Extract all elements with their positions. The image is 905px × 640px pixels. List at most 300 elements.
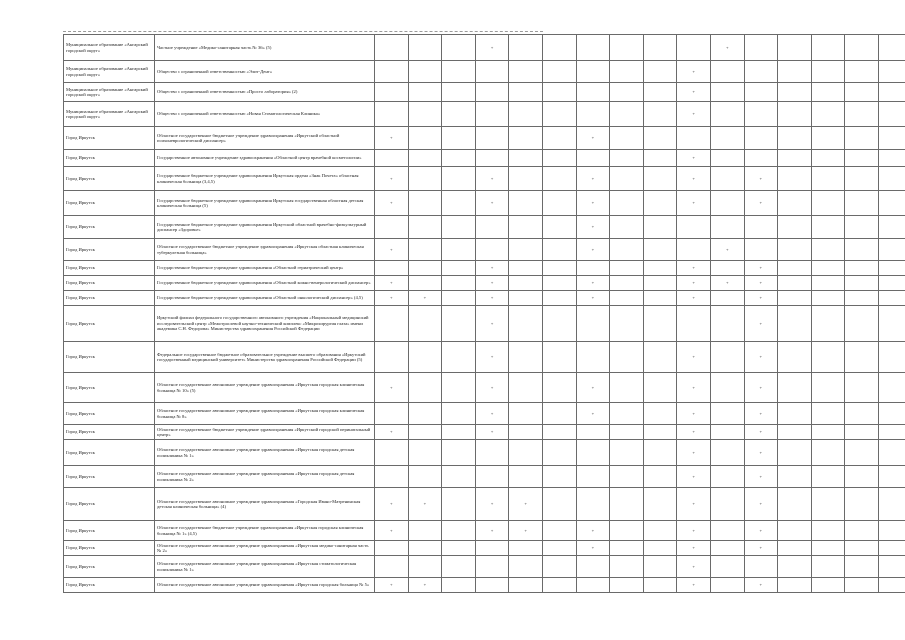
municipality-cell: Город Иркутск xyxy=(64,239,155,261)
mark-cell xyxy=(542,403,576,425)
mark-cell xyxy=(542,425,576,440)
mark-cell xyxy=(878,403,905,425)
mark-cell xyxy=(643,306,677,342)
organization-cell: Государственное бюджетное учреждение здравоохранения «Областной онкологический диспансер» (4,5) xyxy=(155,291,375,306)
mark-cell xyxy=(710,127,744,150)
mark-cell xyxy=(542,291,576,306)
mark-cell: + xyxy=(375,191,409,216)
mark-cell xyxy=(811,578,845,593)
mark-cell xyxy=(610,440,644,466)
mark-cell xyxy=(576,425,610,440)
mark-cell xyxy=(710,403,744,425)
mark-cell xyxy=(710,440,744,466)
mark-cell xyxy=(845,216,879,239)
mark-cell xyxy=(442,150,476,167)
mark-cell xyxy=(442,102,476,127)
mark-cell xyxy=(408,83,442,102)
mark-cell xyxy=(408,521,442,541)
mark-cell: + xyxy=(744,373,778,403)
mark-cell: + xyxy=(744,167,778,191)
table-row xyxy=(64,578,905,593)
table-row xyxy=(64,488,905,521)
mark-cell xyxy=(845,306,879,342)
mark-cell xyxy=(778,403,812,425)
mark-cell xyxy=(610,425,644,440)
mark-cell xyxy=(845,276,879,291)
mark-cell xyxy=(542,261,576,276)
mark-cell xyxy=(442,342,476,373)
mark-cell xyxy=(509,83,543,102)
municipality-cell: Город Иркутск xyxy=(64,440,155,466)
municipality-cell: Город Иркутск xyxy=(64,216,155,239)
mark-cell xyxy=(375,466,409,488)
mark-cell xyxy=(778,342,812,373)
mark-cell xyxy=(845,239,879,261)
organization-cell: Государственное автономное учреждение здравоохранения «Областной центр врачебной косметологии» xyxy=(155,150,375,167)
mark-cell xyxy=(442,488,476,521)
mark-cell xyxy=(610,291,644,306)
mark-cell xyxy=(375,403,409,425)
organization-cell: Федеральное государственное бюджетное образовательное учреждение высшего образования «Иркутский государственный медицинский университет» Министерства здравоохранения Российской Федерации (5) xyxy=(155,342,375,373)
mark-cell xyxy=(375,61,409,83)
municipality-cell: Муниципальное образование «Ангарский городской округ» xyxy=(64,35,155,61)
mark-cell xyxy=(576,83,610,102)
municipality-cell: Город Иркутск xyxy=(64,425,155,440)
mark-cell xyxy=(375,83,409,102)
table-row xyxy=(64,276,905,291)
mark-cell xyxy=(610,373,644,403)
mark-cell: + xyxy=(475,191,509,216)
mark-cell xyxy=(442,61,476,83)
mark-cell: + xyxy=(576,521,610,541)
mark-cell xyxy=(811,261,845,276)
mark-cell: + xyxy=(475,342,509,373)
mark-cell xyxy=(643,276,677,291)
mark-cell xyxy=(643,102,677,127)
mark-cell: + xyxy=(375,276,409,291)
mark-cell xyxy=(576,35,610,61)
mark-cell xyxy=(643,216,677,239)
mark-cell xyxy=(878,342,905,373)
mark-cell: + xyxy=(677,541,711,556)
mark-cell xyxy=(811,403,845,425)
mark-cell xyxy=(576,466,610,488)
mark-cell xyxy=(509,61,543,83)
mark-cell: + xyxy=(375,167,409,191)
mark-cell xyxy=(375,216,409,239)
mark-cell xyxy=(710,488,744,521)
mark-cell: + xyxy=(744,261,778,276)
mark-cell xyxy=(408,556,442,578)
table-row xyxy=(64,403,905,425)
mark-cell xyxy=(811,373,845,403)
municipality-cell: Город Иркутск xyxy=(64,556,155,578)
mark-cell: + xyxy=(475,373,509,403)
mark-cell xyxy=(475,61,509,83)
mark-cell xyxy=(845,83,879,102)
mark-cell xyxy=(811,35,845,61)
mark-cell xyxy=(811,541,845,556)
mark-cell xyxy=(811,83,845,102)
mark-cell xyxy=(778,488,812,521)
municipality-cell: Город Иркутск xyxy=(64,167,155,191)
mark-cell xyxy=(778,440,812,466)
mark-cell xyxy=(542,556,576,578)
mark-cell xyxy=(643,127,677,150)
mark-cell xyxy=(778,83,812,102)
organization-cell: Областное государственное бюджетное учреждение здравоохранения «Иркутская городская клиническая больница № 1» (4,5) xyxy=(155,521,375,541)
mark-cell: + xyxy=(677,425,711,440)
mark-cell xyxy=(778,127,812,150)
organization-cell: Областное государственное автономное учреждение здравоохранения «Иркутская городская детская поликлиника № 1» xyxy=(155,440,375,466)
mark-cell: + xyxy=(744,440,778,466)
mark-cell xyxy=(509,578,543,593)
mark-cell xyxy=(710,261,744,276)
organization-cell: Общество с ограниченной ответственностью «Новая Стоматологическая Клиника» xyxy=(155,102,375,127)
mark-cell xyxy=(408,541,442,556)
mark-cell xyxy=(710,61,744,83)
mark-cell xyxy=(744,150,778,167)
mark-cell xyxy=(710,102,744,127)
mark-cell xyxy=(744,83,778,102)
mark-cell xyxy=(475,127,509,150)
mark-cell xyxy=(878,261,905,276)
mark-cell: + xyxy=(677,167,711,191)
mark-cell: + xyxy=(375,291,409,306)
mark-cell xyxy=(408,306,442,342)
mark-cell: + xyxy=(576,239,610,261)
mark-cell xyxy=(475,83,509,102)
mark-cell xyxy=(744,102,778,127)
mark-cell: + xyxy=(677,556,711,578)
mark-cell: + xyxy=(475,306,509,342)
mark-cell xyxy=(509,150,543,167)
organization-cell: Областное государственное автономное учреждение здравоохранения «Иркутская городская детская поликлиника № 2» xyxy=(155,466,375,488)
municipality-cell: Город Иркутск xyxy=(64,466,155,488)
organization-cell: Частное учреждение «Медико-санитарная часть № 36» (5) xyxy=(155,35,375,61)
mark-cell xyxy=(845,342,879,373)
mark-cell xyxy=(878,373,905,403)
mark-cell xyxy=(408,276,442,291)
mark-cell xyxy=(778,61,812,83)
mark-cell xyxy=(878,61,905,83)
mark-cell xyxy=(408,61,442,83)
mark-cell xyxy=(610,403,644,425)
mark-cell xyxy=(643,488,677,521)
mark-cell xyxy=(710,342,744,373)
mark-cell xyxy=(576,306,610,342)
mark-cell xyxy=(677,35,711,61)
mark-cell xyxy=(878,276,905,291)
mark-cell: + xyxy=(677,61,711,83)
mark-cell xyxy=(744,127,778,150)
organization-cell: Иркутский филиал федерального государственного автономного учреждения «Национальный медицинский исследовательский центр «Межотраслевой научно-технический комплекс «Микрохирургия глаза» имени академика С.Н. Федорова» Министерства здравоохранения Российской Федерации xyxy=(155,306,375,342)
mark-cell xyxy=(542,83,576,102)
mark-cell xyxy=(811,488,845,521)
mark-cell xyxy=(375,440,409,466)
mark-cell: + xyxy=(744,191,778,216)
mark-cell: + xyxy=(475,425,509,440)
mark-cell xyxy=(442,373,476,403)
mark-cell: + xyxy=(744,466,778,488)
mark-cell xyxy=(643,191,677,216)
table-row xyxy=(64,191,905,216)
mark-cell xyxy=(878,521,905,541)
mark-cell xyxy=(811,191,845,216)
mark-cell xyxy=(442,191,476,216)
mark-cell xyxy=(643,239,677,261)
mark-cell xyxy=(710,83,744,102)
mark-cell xyxy=(677,306,711,342)
mark-cell: + xyxy=(744,276,778,291)
mark-cell: + xyxy=(677,488,711,521)
mark-cell xyxy=(710,150,744,167)
mark-cell xyxy=(878,35,905,61)
mark-cell xyxy=(442,425,476,440)
mark-cell: + xyxy=(509,488,543,521)
mark-cell xyxy=(610,466,644,488)
mark-cell xyxy=(778,556,812,578)
mark-cell xyxy=(811,61,845,83)
mark-cell xyxy=(878,216,905,239)
mark-cell: + xyxy=(475,276,509,291)
mark-cell xyxy=(845,556,879,578)
mark-cell xyxy=(778,578,812,593)
mark-cell xyxy=(845,541,879,556)
organization-cell: Областное государственное автономное учреждение здравоохранения «Городская Ивано-Матренинская детская клиническая больница» (4) xyxy=(155,488,375,521)
mark-cell: + xyxy=(744,425,778,440)
mark-cell xyxy=(509,440,543,466)
municipality-cell: Город Иркутск xyxy=(64,578,155,593)
mark-cell xyxy=(610,578,644,593)
mark-cell xyxy=(509,425,543,440)
mark-cell xyxy=(610,127,644,150)
mark-cell: + xyxy=(408,578,442,593)
mark-cell xyxy=(610,342,644,373)
table-body xyxy=(64,35,905,593)
mark-cell xyxy=(677,127,711,150)
mark-cell xyxy=(778,276,812,291)
mark-cell xyxy=(778,373,812,403)
mark-cell xyxy=(509,216,543,239)
mark-cell xyxy=(542,127,576,150)
mark-cell xyxy=(509,541,543,556)
mark-cell xyxy=(710,216,744,239)
mark-cell xyxy=(878,150,905,167)
mark-cell xyxy=(509,35,543,61)
mark-cell xyxy=(845,440,879,466)
mark-cell xyxy=(375,150,409,167)
table-row xyxy=(64,127,905,150)
mark-cell xyxy=(509,102,543,127)
mark-cell xyxy=(778,102,812,127)
mark-cell xyxy=(610,216,644,239)
mark-cell xyxy=(542,216,576,239)
table-row xyxy=(64,541,905,556)
mark-cell xyxy=(778,306,812,342)
mark-cell xyxy=(811,556,845,578)
mark-cell: + xyxy=(710,239,744,261)
mark-cell xyxy=(845,127,879,150)
municipality-cell: Город Иркутск xyxy=(64,150,155,167)
mark-cell: + xyxy=(509,521,543,541)
organization-cell: Государственное бюджетное учреждение здравоохранения «Областной гериатрический центр» xyxy=(155,261,375,276)
mark-cell xyxy=(845,191,879,216)
organization-cell: Государственное бюджетное учреждение здравоохранения Иркутский областной врачебно-физкультурный диспансер «Здоровье» xyxy=(155,216,375,239)
organization-cell: Государственное бюджетное учреждение здравоохранения Иркутская ордена «Знак Почета» областная клиническая больница (3,4,5) xyxy=(155,167,375,191)
mark-cell xyxy=(442,261,476,276)
mark-cell xyxy=(442,83,476,102)
mark-cell: + xyxy=(375,488,409,521)
mark-cell xyxy=(475,239,509,261)
mark-cell xyxy=(542,191,576,216)
top-rule xyxy=(63,31,543,32)
table-row xyxy=(64,35,905,61)
organization-cell: Государственное бюджетное учреждение здравоохранения Иркутская государственная областная детская клиническая больница (5) xyxy=(155,191,375,216)
mark-cell: + xyxy=(710,35,744,61)
mark-cell xyxy=(408,239,442,261)
mark-cell xyxy=(610,261,644,276)
mark-cell: + xyxy=(677,191,711,216)
mark-cell xyxy=(509,466,543,488)
table-row xyxy=(64,239,905,261)
mark-cell: + xyxy=(677,261,711,276)
organization-cell: Областное государственное автономное учреждение здравоохранения «Иркутская городская клиническая больница № 10» (5) xyxy=(155,373,375,403)
table-row xyxy=(64,373,905,403)
mark-cell xyxy=(710,291,744,306)
mark-cell xyxy=(643,291,677,306)
table-row xyxy=(64,102,905,127)
mark-cell: + xyxy=(744,578,778,593)
mark-cell xyxy=(878,556,905,578)
mark-cell: + xyxy=(677,466,711,488)
mark-cell xyxy=(811,150,845,167)
mark-cell xyxy=(442,556,476,578)
mark-cell xyxy=(610,167,644,191)
table-row xyxy=(64,261,905,276)
mark-cell xyxy=(542,276,576,291)
mark-cell xyxy=(845,167,879,191)
mark-cell xyxy=(408,466,442,488)
mark-cell xyxy=(408,150,442,167)
mark-cell xyxy=(610,150,644,167)
mark-cell: + xyxy=(576,191,610,216)
mark-cell xyxy=(643,440,677,466)
mark-cell: + xyxy=(744,306,778,342)
mark-cell xyxy=(408,425,442,440)
mark-cell xyxy=(442,291,476,306)
mark-cell: + xyxy=(576,373,610,403)
mark-cell xyxy=(643,373,677,403)
mark-cell: + xyxy=(744,521,778,541)
mark-cell xyxy=(845,425,879,440)
mark-cell xyxy=(845,403,879,425)
mark-cell xyxy=(610,83,644,102)
mark-cell xyxy=(442,276,476,291)
mark-cell xyxy=(408,102,442,127)
mark-cell xyxy=(610,521,644,541)
mark-cell xyxy=(576,261,610,276)
organization-cell: Областное государственное бюджетное учреждение здравоохранения «Иркутская областная клиническая туберкулезная больница» xyxy=(155,239,375,261)
mark-cell xyxy=(744,35,778,61)
organization-cell: Общество с ограниченной ответственностью «Просто лаборатория» (2) xyxy=(155,83,375,102)
mark-cell xyxy=(408,440,442,466)
mark-cell xyxy=(408,35,442,61)
mark-cell xyxy=(710,466,744,488)
mark-cell xyxy=(375,102,409,127)
mark-cell xyxy=(744,556,778,578)
mark-cell: + xyxy=(375,521,409,541)
mark-cell xyxy=(442,127,476,150)
mark-cell xyxy=(778,541,812,556)
mark-cell xyxy=(677,239,711,261)
mark-cell xyxy=(509,167,543,191)
mark-cell xyxy=(509,239,543,261)
mark-cell xyxy=(542,35,576,61)
mark-cell xyxy=(542,239,576,261)
mark-cell: + xyxy=(744,488,778,521)
organizations-table xyxy=(63,34,905,593)
municipality-cell: Город Иркутск xyxy=(64,191,155,216)
table-row xyxy=(64,150,905,167)
mark-cell xyxy=(811,102,845,127)
mark-cell xyxy=(408,342,442,373)
municipality-cell: Город Иркутск xyxy=(64,403,155,425)
mark-cell: + xyxy=(475,167,509,191)
mark-cell: + xyxy=(710,276,744,291)
table-row xyxy=(64,83,905,102)
mark-cell: + xyxy=(375,373,409,403)
mark-cell xyxy=(878,440,905,466)
mark-cell: + xyxy=(375,239,409,261)
mark-cell xyxy=(610,191,644,216)
municipality-cell: Город Иркутск xyxy=(64,488,155,521)
mark-cell xyxy=(643,342,677,373)
mark-cell xyxy=(442,35,476,61)
mark-cell xyxy=(610,306,644,342)
mark-cell: + xyxy=(677,150,711,167)
mark-cell xyxy=(878,83,905,102)
mark-cell xyxy=(475,541,509,556)
mark-cell xyxy=(442,239,476,261)
table-row xyxy=(64,521,905,541)
mark-cell xyxy=(475,440,509,466)
table-row xyxy=(64,306,905,342)
mark-cell xyxy=(576,440,610,466)
mark-cell xyxy=(475,578,509,593)
mark-cell: + xyxy=(576,167,610,191)
mark-cell xyxy=(576,578,610,593)
municipality-cell: Муниципальное образование «Ангарский городской округ» xyxy=(64,61,155,83)
table-row xyxy=(64,342,905,373)
mark-cell xyxy=(576,102,610,127)
mark-cell: + xyxy=(375,425,409,440)
mark-cell: + xyxy=(744,403,778,425)
table-row xyxy=(64,556,905,578)
mark-cell: + xyxy=(375,127,409,150)
mark-cell: + xyxy=(744,541,778,556)
mark-cell xyxy=(576,150,610,167)
mark-cell xyxy=(610,276,644,291)
mark-cell xyxy=(408,403,442,425)
mark-cell: + xyxy=(576,276,610,291)
mark-cell xyxy=(845,578,879,593)
mark-cell xyxy=(643,466,677,488)
mark-cell xyxy=(610,35,644,61)
municipality-cell: Город Иркутск xyxy=(64,521,155,541)
mark-cell xyxy=(542,306,576,342)
mark-cell xyxy=(878,167,905,191)
